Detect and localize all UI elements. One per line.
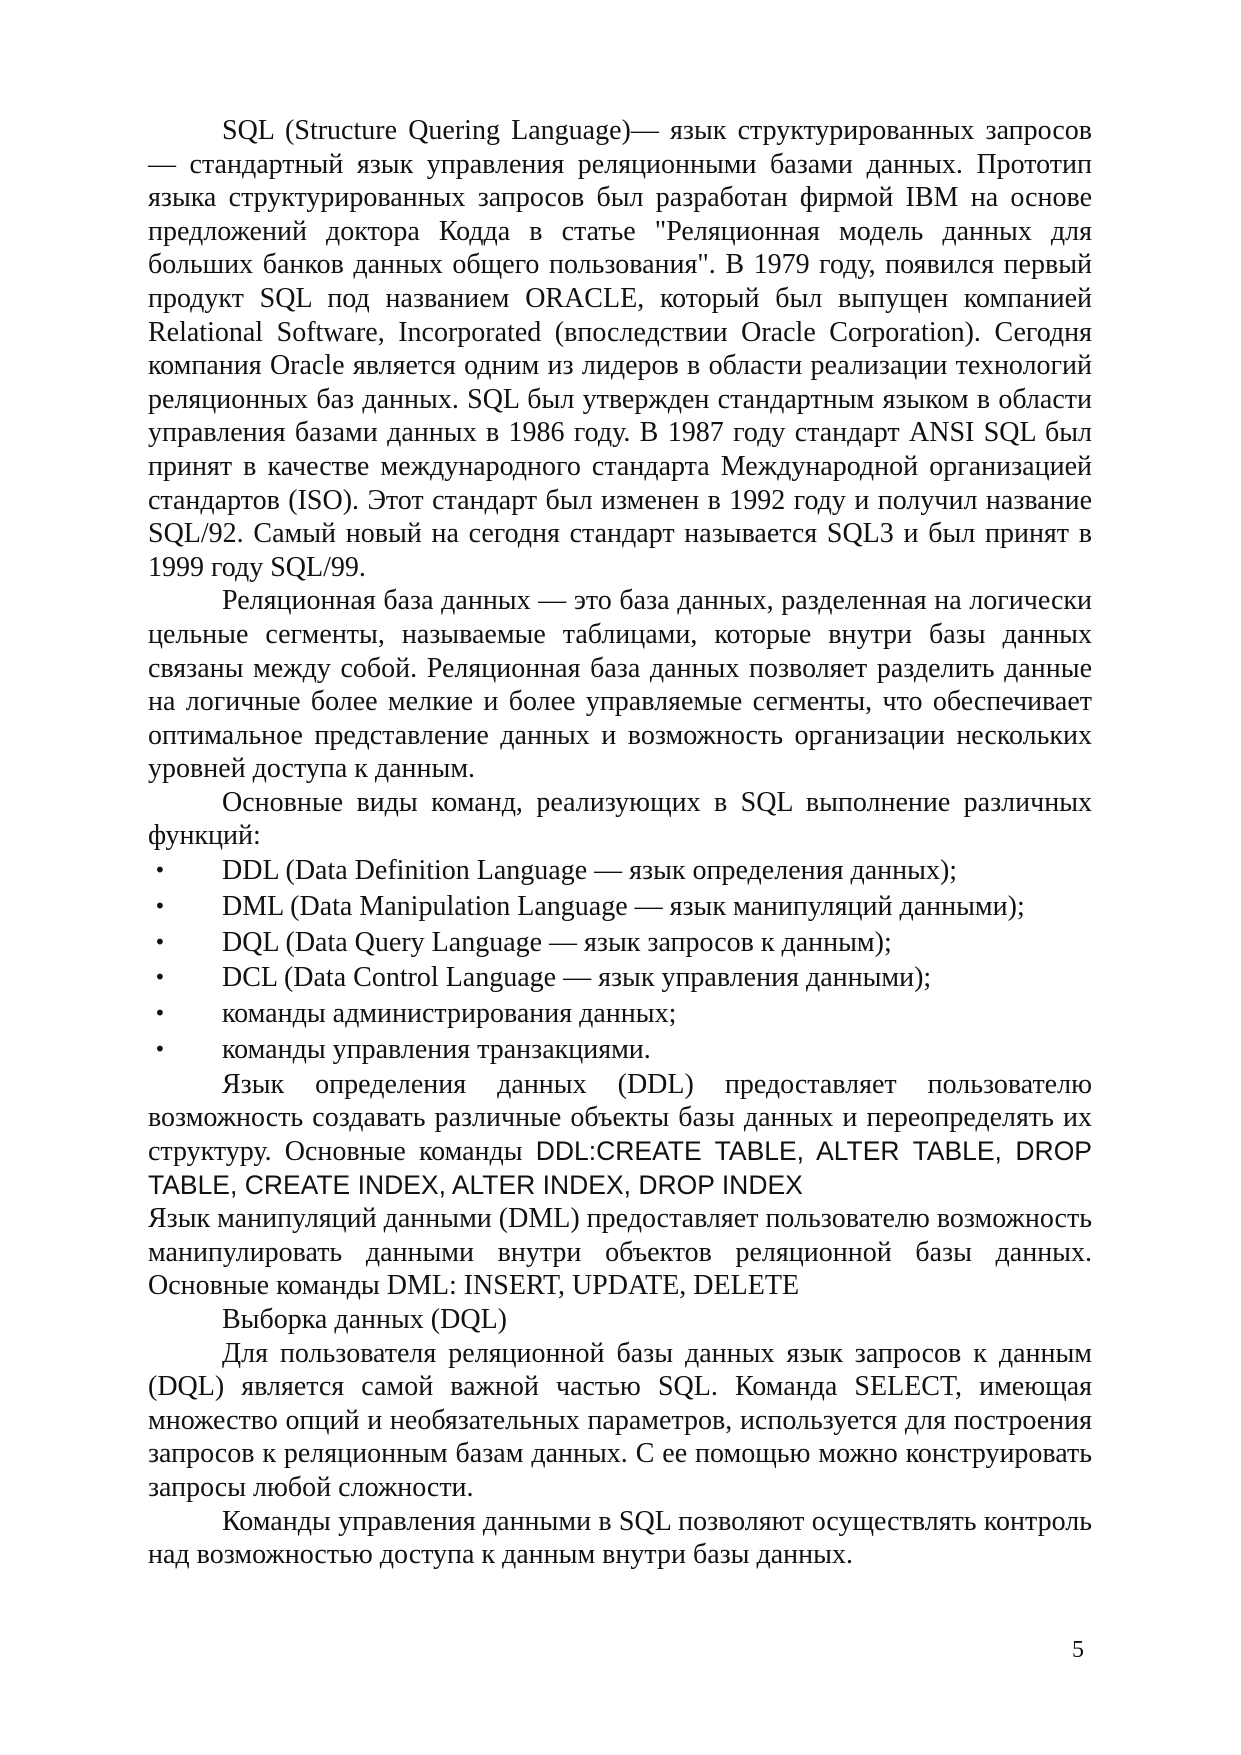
page-number: 5 [1072, 1637, 1084, 1663]
paragraph-command-types-intro: Основные виды команд, реализующих в SQL выполнение различных функций: [148, 786, 1092, 852]
list-item [148, 1032, 1092, 1068]
list-item-text: DML (Data Manipulation Language — язык манипуляций данными); [222, 890, 1025, 922]
list-item [148, 853, 1092, 889]
list-item-text: DQL (Data Query Language — язык запросов к данным); [222, 926, 892, 958]
paragraph-dql-heading: Выборка данных (DQL) [222, 1304, 507, 1335]
paragraph-dcl: Команды управления данными в SQL позволяют осуществлять контроль над возможностью доступа к данным внутри базы данных. [148, 1505, 1092, 1571]
paragraph-sql-history: SQL (Structure Quering Language)— язык структурированных запросов — стандартный язык управления реляционными базами данных. Прототип языка структурированных запросов был разработан фирмой IBM на основе предложений доктора Кодда в статье "Реляционная модель данных для больших банков данных общего пользования". В 1979 году, появился первый продукт SQL под названием ORACLE, который был выпущен компанией Relational Software, Incorporated (впоследствии Oracle Corporation). Сегодня компания Oracle является одним из лидеров в области реализации технологий реляционных баз данных. SQL был утвержден стандартным языком в области управления базами данных в 1986 году. В 1987 году стандарт ANSI SQL был принят в качестве международного стандарта Международной организацией стандартов (ISO). Этот стандарт был изменен в 1992 году и получил название SQL/92. Самый новый на сегодня стандарт называется SQL3 и был принят в 1999 году SQL/99. [148, 115, 1092, 583]
paragraph-relational-db: Реляционная база данных — это база данных, разделенная на логически цельные сегменты, называемые таблицами, которые внутри базы данных связаны между собой. Реляционная база данных позволяет разделить данные на логичные более мелкие и более управляемые сегменты, что обеспечивает оптимальное представление данных и возможность организации нескольких уровней доступа к данным. [148, 585, 1092, 785]
bullet-icon: • [154, 1001, 166, 1026]
bullet-icon: • [154, 893, 166, 918]
list-item-text: DCL (Data Control Language — язык управления данными); [222, 962, 932, 994]
bullet-icon: • [154, 965, 166, 990]
dml-description: Язык манипуляций данными (DML) предоставляет пользователю возможность манипулировать данными внутри объектов реляционной базы данных. Основные команды DML: INSERT, UPDATE, DELETE [148, 1203, 1092, 1302]
bullet-icon: • [154, 858, 166, 883]
list-item-text: DDL (Data Definition Language — язык определения данных); [222, 855, 958, 887]
paragraph-ddl [148, 1068, 1092, 1202]
paragraph-dml [148, 1202, 1092, 1303]
ddl-commands: DDL:CREATE TABLE, ALTER TABLE, DROP TABLE, CREATE INDEX, ALTER INDEX, DROP INDEX [148, 1136, 1092, 1200]
list-item-text: команды управления транзакциями. [222, 1034, 651, 1066]
bullet-icon: • [154, 929, 166, 954]
list-item [148, 996, 1092, 1032]
command-types-list [148, 853, 1092, 1068]
list-item-text: команды администрирования данных; [222, 998, 677, 1030]
list-item [148, 960, 1092, 996]
list-item [148, 925, 1092, 961]
paragraph-dql: Для пользователя реляционной базы данных язык запросов к данным (DQL) является самой важной частью SQL. Команда SELECT, имеющая множество опций и необязательных параметров, используется для построения запросов к реляционным базам данных. С ее помощью можно конструировать запросы любой сложности. [148, 1337, 1092, 1503]
list-item [148, 889, 1092, 925]
page-body [148, 114, 1092, 1572]
ddl-description: Язык определения данных (DDL) предоставляет пользователю возможность создавать различные объекты базы данных и переопределять их структуру. Основные команды [148, 1068, 1092, 1168]
bullet-icon: • [154, 1037, 166, 1062]
